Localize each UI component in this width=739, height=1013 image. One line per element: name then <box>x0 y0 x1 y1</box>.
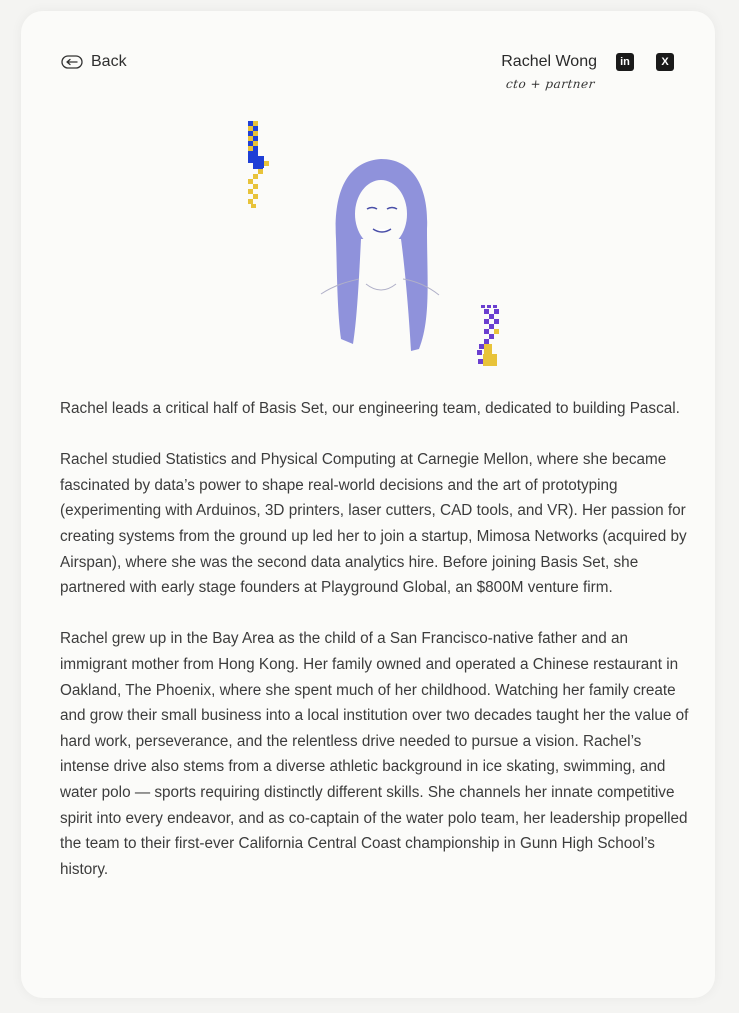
profile-card <box>21 11 715 998</box>
bio-section <box>60 396 690 908</box>
pixel-decoration-right <box>477 305 499 366</box>
back-button[interactable] <box>61 53 127 71</box>
profile-header <box>501 53 597 91</box>
linkedin-icon: in <box>620 56 630 68</box>
bio-paragraph: Rachel studied Statistics and Physical Computing at Carnegie Mellon, where she became fascinated by data’s power to shape real-world decisions and the art of prototyping (experimenting with Arduinos, 3D printers, laser cutters, CAD tools, and VR). Her passion for creating systems from the ground up led her to join a startup, Mimosa Networks (acquired by Airspan), where she was the second data analytics hire. Before joining Basis Set, she partnered with early stage founders at Playground Global, an $800M venture firm. <box>60 451 687 597</box>
back-label: Back <box>91 53 127 70</box>
bio-paragraph: Rachel grew up in the Bay Area as the child of a San Francisco-native father and an immigrant mother from Hong Kong. Her family owned and operated a Chinese restaurant in Oakland, The Phoenix, where she spent much of her childhood. Watching her family create and grow their small business into a local institution over two decades taught her the value of hard work, perseverance, and the relentless drive needed to pursue a vision. Rachel’s intense drive also stems from a diverse athletic background in ice skating, swimming, and water polo — sports requiring distinctly different skills. She channels her innate competitive spirit into every endeavor, and as co-captain of the water polo team, her leadership propelled the team to their first-ever California Central Coast championship in Gunn High School’s history. <box>60 630 689 878</box>
portrait-illustration <box>241 119 501 369</box>
linkedin-link[interactable] <box>616 53 634 71</box>
x-twitter-icon: X <box>661 56 669 68</box>
arrow-left-pill-icon <box>61 55 83 69</box>
person-name: Rachel Wong <box>501 53 597 70</box>
person-role: cto + partner <box>505 77 596 91</box>
pixel-decoration-left <box>248 121 269 208</box>
portrait-drawing <box>321 159 439 351</box>
x-link[interactable] <box>656 53 674 71</box>
bio-paragraph: Rachel leads a critical half of Basis Set, our engineering team, dedicated to building Pascal. <box>60 400 680 417</box>
